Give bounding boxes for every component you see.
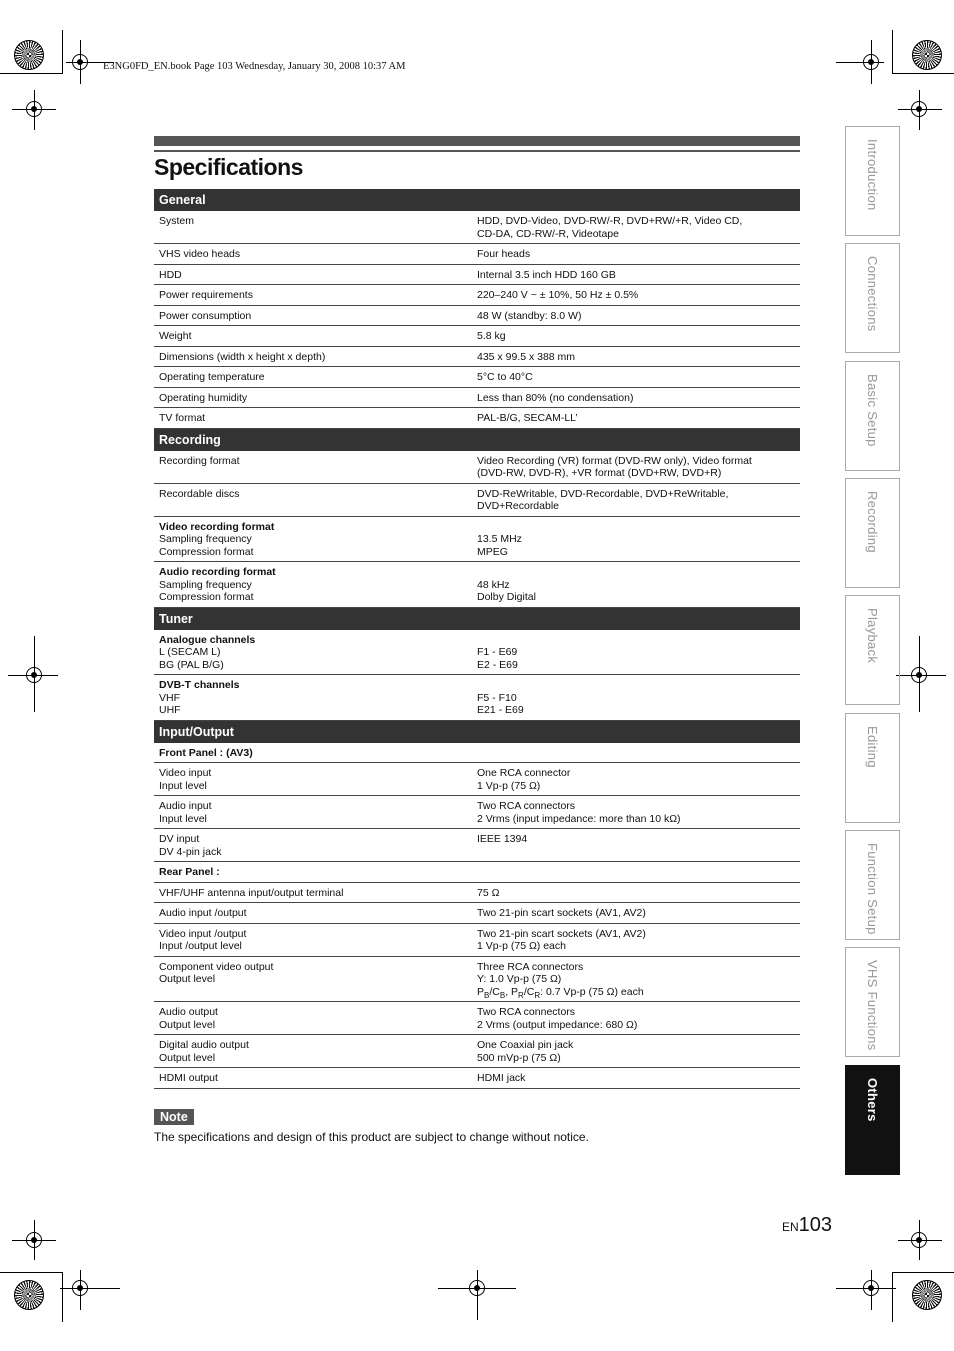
spec-value-line: Two 21-pin scart sockets (AV1, AV2) [477, 907, 646, 919]
spec-value-line: E21 - E69 [477, 704, 524, 716]
chapter-tab [845, 830, 900, 940]
chapter-tab-label: Recording [865, 491, 880, 553]
spec-value-line: Three RCA connectors [477, 960, 584, 973]
spec-value-line: 75 Ω [477, 886, 500, 899]
spec-label-line: Output level [159, 1051, 216, 1064]
spec-row [154, 883, 800, 904]
spec-label [154, 310, 477, 323]
spec-label-line: Weight [159, 330, 192, 342]
spec-label-line: Input level [159, 779, 207, 792]
spec-value [477, 455, 800, 480]
spec-label-line: Power consumption [159, 309, 252, 322]
chapter-tab-label: Function Setup [865, 843, 880, 935]
spec-value-line: 5.8 kg [477, 330, 506, 342]
spec-value [477, 1039, 800, 1064]
register-mark [26, 101, 42, 117]
spec-value-line: 1 Vp-p (75 Ω) [477, 779, 541, 792]
spec-label [154, 215, 477, 240]
spec-value-line: 2 Vrms (input impedance: more than 10 kΩ) [477, 812, 681, 825]
spec-value [477, 800, 800, 825]
spec-value [477, 488, 800, 513]
note-text: The specifications and design of this product are subject to change without notice. [154, 1130, 589, 1144]
spec-value [477, 634, 800, 672]
register-mark [469, 1280, 485, 1296]
spec-label-line: Video input /output [159, 927, 247, 940]
spec-value-line: One RCA connector [477, 767, 571, 779]
spec-value [477, 961, 800, 999]
chapter-tab-label: Connections [865, 256, 880, 332]
crop-line [892, 30, 893, 74]
spec-value-line: Y: 1.0 Vp-p (75 Ω) [477, 973, 562, 985]
register-mark [863, 1280, 879, 1296]
spec-row [154, 388, 800, 409]
spec-value [477, 747, 800, 760]
spec-group-label: Audio recording format [159, 566, 276, 578]
crop-line [892, 73, 954, 74]
chapter-tab-label: Playback [865, 608, 880, 664]
spec-value [477, 248, 800, 261]
spec-row [154, 244, 800, 265]
title-bar [154, 136, 800, 146]
spec-value [477, 371, 800, 384]
chapter-tab-label: Editing [865, 726, 880, 768]
spec-value [477, 330, 800, 343]
note-label: Note [154, 1109, 194, 1125]
spec-label-line: Input /output level [159, 940, 242, 952]
spec-value-line: E2 - E69 [477, 658, 518, 671]
spec-value [477, 833, 800, 858]
spec-row [154, 326, 800, 347]
spec-value-line: Two 21-pin scart sockets (AV1, AV2) [477, 927, 646, 940]
spec-value-line: 5°C to 40°C [477, 371, 533, 383]
spec-row [154, 862, 800, 883]
spec-value-line: Video Recording (VR) format (DVD-RW only), Video format [477, 454, 752, 467]
spec-value [477, 1072, 800, 1085]
spec-label-line: DV input [159, 833, 200, 845]
crop-line [62, 30, 63, 74]
spec-value [477, 289, 800, 302]
spec-row [154, 1002, 800, 1035]
spec-value-line: Dolby Digital [477, 591, 536, 603]
spec-group-label: Video recording format [159, 520, 275, 533]
spec-row [154, 367, 800, 388]
spec-value [477, 351, 800, 364]
spec-value-line: DVD+Recordable [477, 500, 560, 512]
spec-label-line: Sampling frequency [159, 578, 252, 591]
crop-line [0, 73, 62, 74]
spec-row [154, 743, 800, 764]
spec-value [477, 679, 800, 717]
spec-value [477, 767, 800, 792]
spec-value-line: One Coaxial pin jack [477, 1039, 574, 1051]
spec-row [154, 1068, 800, 1089]
chapter-tab [845, 595, 900, 705]
spec-label [154, 928, 477, 953]
spec-group-label: Analogue channels [159, 633, 256, 646]
spec-row [154, 408, 800, 429]
spec-label-line: Power requirements [159, 289, 253, 301]
chapter-tab-label: Others [865, 1078, 880, 1122]
spec-label [154, 866, 477, 879]
crop-line [62, 1272, 63, 1322]
spec-value-line [477, 634, 800, 647]
spec-label-line: Audio output [159, 1006, 218, 1018]
spec-value-line: F1 - E69 [477, 646, 518, 658]
chapter-tab [845, 243, 900, 353]
register-mark [911, 1232, 927, 1248]
spec-value [477, 566, 800, 604]
spec-label [154, 887, 477, 900]
spec-row [154, 517, 800, 563]
spec-value-line: Two RCA connectors [477, 800, 576, 812]
crop-line [892, 1272, 893, 1322]
spec-row [154, 285, 800, 306]
spec-value-line: 13.5 MHz [477, 533, 522, 545]
spec-label-line: Operating humidity [159, 391, 248, 404]
spec-value-line [477, 866, 800, 879]
spec-label-line: Sampling frequency [159, 533, 252, 545]
page-number [782, 1214, 832, 1237]
spec-value-line: 1 Vp-p (75 Ω) each [477, 940, 566, 952]
spec-value-line: Internal 3.5 inch HDD 160 GB [477, 268, 616, 281]
register-mark [26, 667, 42, 683]
register-mark [26, 1232, 42, 1248]
register-mark [72, 54, 88, 70]
register-mark [863, 54, 879, 70]
spec-label [154, 1039, 477, 1064]
spec-label-line: Audio input [159, 800, 212, 812]
spec-value [477, 928, 800, 953]
spec-value [477, 269, 800, 282]
spec-label [154, 351, 477, 364]
spec-value-line [477, 521, 800, 534]
spec-value [477, 310, 800, 323]
chapter-tab [845, 1065, 900, 1175]
spec-label-line: VHF [159, 691, 180, 704]
spec-label [154, 800, 477, 825]
spec-label [154, 767, 477, 792]
spec-row [154, 829, 800, 862]
spec-value [477, 866, 800, 879]
spec-row [154, 903, 800, 924]
spec-value-line: PAL-B/G, SECAM-LL’ [477, 412, 578, 424]
starburst-mark-top-left [14, 40, 44, 70]
spec-value-line: Less than 80% (no condensation) [477, 391, 634, 404]
spec-label-line: BG (PAL B/G) [159, 658, 224, 671]
spec-label [154, 330, 477, 343]
spec-row [154, 924, 800, 957]
spec-label [154, 747, 477, 760]
spec-row [154, 763, 800, 796]
section-heading: Recording [154, 429, 800, 451]
spec-value-line: 2 Vrms (output impedance: 680 Ω) [477, 1018, 638, 1031]
spec-label-line: Video input [159, 767, 212, 779]
spec-row [154, 957, 800, 1003]
spec-table [154, 189, 800, 1089]
spec-label [154, 634, 477, 672]
spec-row [154, 796, 800, 829]
spec-label-line: System [159, 215, 195, 227]
chapter-tab [845, 478, 900, 588]
section-heading: Tuner [154, 608, 800, 630]
spec-group-label: DVB-T channels [159, 679, 240, 691]
register-mark [911, 101, 927, 117]
spec-label-line: TV format [159, 412, 206, 424]
starburst-mark-bottom-left [14, 1280, 44, 1310]
spec-value-line: 220–240 V ~ ± 10%, 50 Hz ± 0.5% [477, 289, 639, 301]
spec-label-line: HDMI output [159, 1072, 218, 1084]
spec-value-line [477, 566, 800, 579]
spec-row [154, 1035, 800, 1068]
crop-line [0, 1272, 62, 1273]
spec-label-line: DV 4-pin jack [159, 845, 222, 858]
spec-value-line: F5 - F10 [477, 691, 517, 704]
spec-label [154, 488, 477, 513]
spec-label-line: Output level [159, 1018, 216, 1031]
spec-value-line: Two RCA connectors [477, 1006, 576, 1018]
spec-label [154, 679, 477, 717]
spec-value-line: (DVD-RW, DVD-R), +VR format (DVD+RW, DVD+R) [477, 467, 722, 479]
spec-label-line: Component video output [159, 960, 274, 973]
spec-row [154, 211, 800, 244]
starburst-mark-top-right [912, 40, 942, 70]
spec-label-line: Compression format [159, 591, 254, 603]
register-mark [72, 1280, 88, 1296]
spec-value-line: $P_B/C_B$, $P_R/C_R$: 0.7 Vp-p (75 Ω) each [477, 985, 644, 1000]
spec-label-line: Operating temperature [159, 371, 265, 383]
register-mark [911, 667, 927, 683]
spec-row [154, 675, 800, 721]
spec-value-line [477, 747, 800, 760]
spec-label [154, 961, 477, 999]
spec-value [477, 1006, 800, 1031]
spec-row [154, 347, 800, 368]
spec-label [154, 455, 477, 480]
spec-value [477, 412, 800, 425]
spec-value [477, 887, 800, 900]
spec-label-line: Recording format [159, 454, 240, 467]
spec-value-line: MPEG [477, 545, 508, 558]
chapter-tab [845, 947, 900, 1057]
chapter-tab [845, 126, 900, 236]
spec-label-line: VHS video heads [159, 248, 241, 260]
spec-value-line: 500 mVp-p (75 Ω) [477, 1051, 561, 1064]
spec-value-line: Four heads [477, 248, 531, 260]
spec-label [154, 248, 477, 261]
spec-label-line: Output level [159, 973, 216, 985]
chapter-tab [845, 713, 900, 823]
crop-line [892, 1272, 954, 1273]
spec-label [154, 833, 477, 858]
spec-value-line: IEEE 1394 [477, 833, 528, 845]
spec-row [154, 306, 800, 327]
spec-label [154, 1072, 477, 1085]
spec-label-line: Compression format [159, 545, 254, 558]
spec-value-line: 435 x 99.5 x 388 mm [477, 350, 576, 363]
spec-row [154, 265, 800, 286]
chapter-tab-label: VHS Functions [865, 960, 880, 1051]
chapter-tab [845, 361, 900, 471]
register-line [60, 1288, 120, 1289]
spec-label [154, 412, 477, 425]
page-number-value: 103 [798, 1214, 833, 1236]
print-header: E3NG0FD_EN.book Page 103 Wednesday, January 30, 2008 10:37 AM [103, 61, 406, 72]
starburst-mark-bottom-right [912, 1280, 942, 1310]
spec-value-line: 48 kHz [477, 578, 510, 591]
section-heading: Input/Output [154, 721, 800, 743]
spec-label-line: L (SECAM L) [159, 646, 221, 658]
spec-value-line: DVD-ReWritable, DVD-Recordable, DVD+ReWritable, [477, 487, 729, 500]
spec-value-line: HDD, DVD-Video, DVD-RW/-R, DVD+RW/+R, Video CD, [477, 215, 743, 227]
spec-label-line: Recordable discs [159, 487, 240, 500]
spec-value-line: 48 W (standby: 8.0 W) [477, 309, 582, 322]
spec-label [154, 392, 477, 405]
spec-value [477, 907, 800, 920]
spec-label [154, 1006, 477, 1031]
chapter-tab-label: Introduction [865, 139, 880, 211]
chapter-tab-label: Basic Setup [865, 374, 880, 447]
spec-value [477, 521, 800, 559]
spec-label-line: Audio input /output [159, 907, 247, 919]
spec-label-line: Digital audio output [159, 1039, 249, 1051]
spec-label-line: HDD [159, 268, 182, 281]
spec-label [154, 289, 477, 302]
page-prefix: EN [782, 1220, 799, 1234]
spec-label [154, 521, 477, 559]
page-title: Specifications [154, 154, 303, 180]
spec-label [154, 907, 477, 920]
spec-value-line [477, 679, 800, 692]
spec-label-line: UHF [159, 704, 181, 716]
spec-row [154, 562, 800, 608]
spec-label-line: VHF/UHF antenna input/output terminal [159, 886, 344, 899]
spec-value-line: CD-DA, CD-RW/-R, Videotape [477, 227, 619, 240]
spec-row [154, 484, 800, 517]
section-heading: General [154, 189, 800, 211]
spec-label-line: Dimensions (width x height x depth) [159, 350, 326, 363]
spec-label [154, 566, 477, 604]
spec-label [154, 269, 477, 282]
spec-row [154, 630, 800, 676]
spec-value [477, 215, 800, 240]
title-rule [154, 150, 800, 152]
spec-value [477, 392, 800, 405]
spec-row [154, 451, 800, 484]
spec-label-line: Input level [159, 812, 207, 825]
spec-group-label: Front Panel : (AV3) [159, 746, 253, 759]
spec-label [154, 371, 477, 384]
spec-group-label: Rear Panel : [159, 866, 220, 878]
spec-value-line: HDMI jack [477, 1072, 526, 1084]
